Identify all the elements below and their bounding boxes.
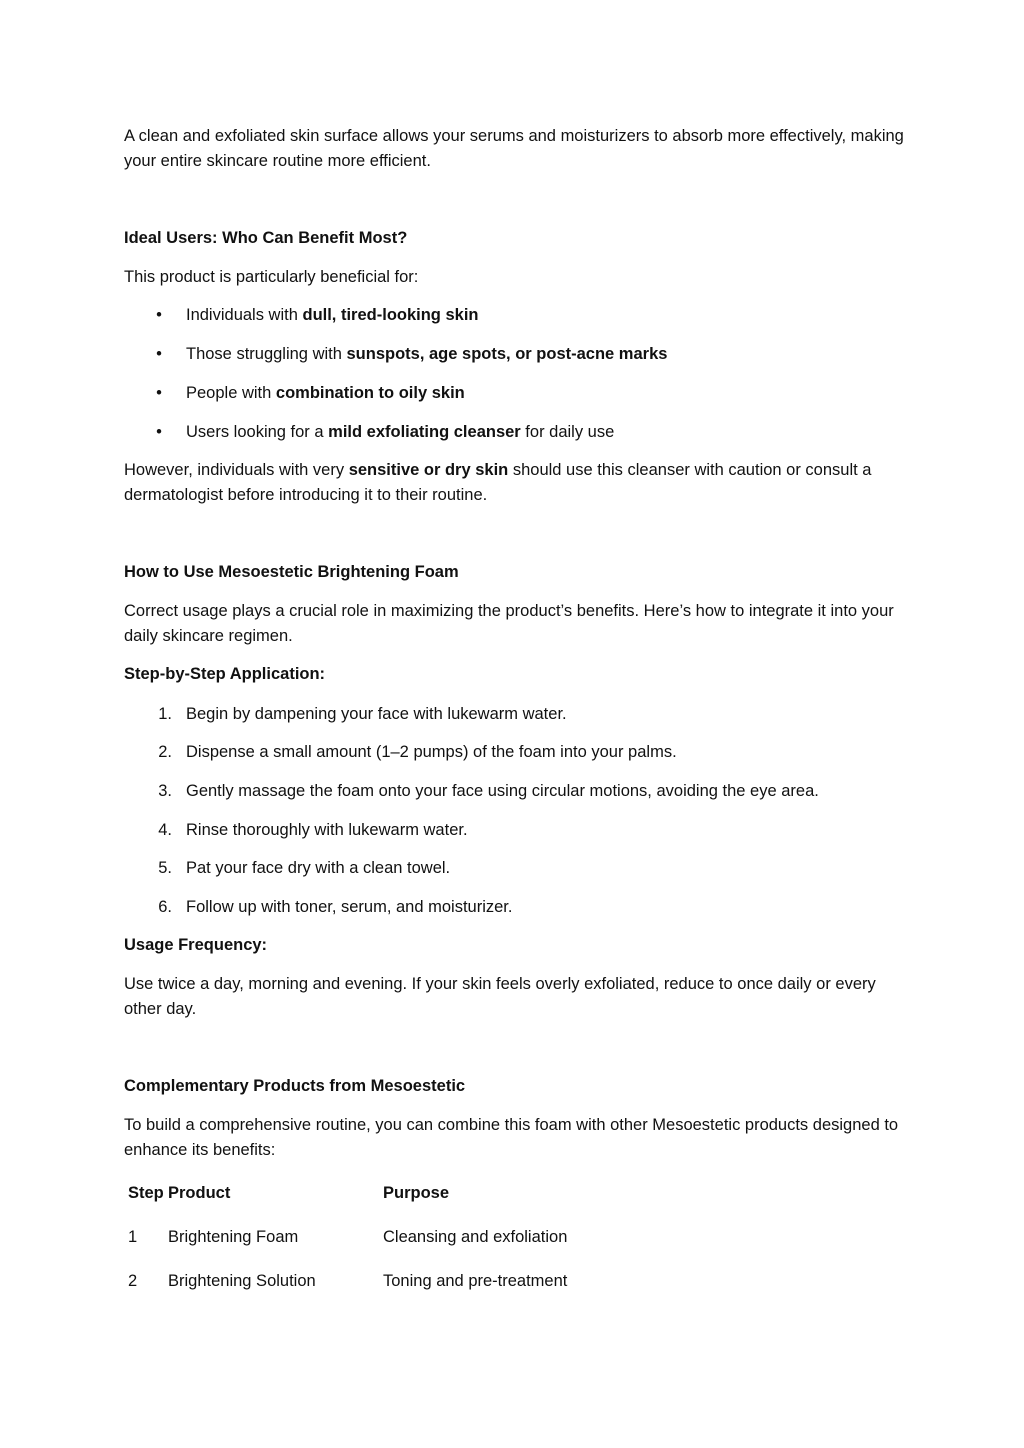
- list-item: Users looking for a mild exfoliating cleanser for daily use: [186, 423, 615, 441]
- how-to-use-heading: How to Use Mesoestetic Brightening Foam: [124, 563, 459, 581]
- ideal-users-heading: Ideal Users: Who Can Benefit Most?: [124, 229, 408, 247]
- table-cell-product: Brightening Solution: [168, 1272, 316, 1290]
- complementary-heading: Complementary Products from Mesoestetic: [124, 1077, 466, 1095]
- table-header-purpose: Purpose: [383, 1184, 450, 1202]
- how-to-use-lead: Correct usage plays a crucial role in maximizing the product’s benefits. Here’s how to integrate it into your daily skincare regimen.: [124, 602, 894, 645]
- step-number: 3.: [158, 782, 172, 800]
- caution-paragraph: However, individuals with very sensitive or dry skin should use this cleanser with caution or consult a dermatologist before introducing it to their routine.: [124, 461, 872, 504]
- list-item: People with combination to oily skin: [186, 384, 465, 402]
- usage-frequency-text: Use twice a day, morning and evening. If your skin feels overly exfoliated, reduce to once daily or every other day.: [124, 975, 876, 1018]
- table-header-product: Product: [168, 1184, 231, 1202]
- bullet-marker: •: [156, 423, 162, 441]
- step-number: 4.: [158, 821, 172, 839]
- steps-heading: Step-by-Step Application:: [124, 665, 326, 683]
- table-header-step: Step: [128, 1184, 164, 1202]
- usage-frequency-heading: Usage Frequency:: [124, 936, 268, 954]
- table-cell-purpose: Cleansing and exfoliation: [383, 1228, 568, 1246]
- table-cell-step: 2: [128, 1272, 138, 1290]
- step-number: 2.: [158, 743, 172, 761]
- table-cell-product: Brightening Foam: [168, 1228, 299, 1246]
- step-item: Follow up with toner, serum, and moisturizer.: [186, 898, 513, 916]
- step-item: Pat your face dry with a clean towel.: [186, 859, 451, 877]
- step-item: Dispense a small amount (1–2 pumps) of the foam into your palms.: [186, 743, 677, 761]
- bullet-marker: •: [156, 384, 162, 402]
- table-cell-step: 1: [128, 1228, 138, 1246]
- list-item: Individuals with dull, tired-looking skin: [186, 306, 479, 324]
- step-number: 1.: [158, 705, 172, 723]
- step-number: 5.: [158, 859, 172, 877]
- intro-paragraph: A clean and exfoliated skin surface allows your serums and moisturizers to absorb more effectively, making your entire skincare routine more efficient.: [124, 127, 904, 170]
- complementary-lead: To build a comprehensive routine, you can combine this foam with other Mesoestetic products designed to enhance its benefits:: [124, 1116, 899, 1159]
- table-cell-purpose: Toning and pre-treatment: [383, 1272, 568, 1290]
- step-number: 6.: [158, 898, 172, 916]
- step-item: Gently massage the foam onto your face using circular motions, avoiding the eye area.: [186, 782, 819, 800]
- step-item: Begin by dampening your face with lukewarm water.: [186, 705, 567, 723]
- bullet-marker: •: [156, 345, 162, 363]
- step-item: Rinse thoroughly with lukewarm water.: [186, 821, 468, 839]
- list-item: Those struggling with sunspots, age spots, or post-acne marks: [186, 345, 668, 363]
- bullet-marker: •: [156, 306, 162, 324]
- ideal-users-lead: This product is particularly beneficial for:: [124, 268, 419, 286]
